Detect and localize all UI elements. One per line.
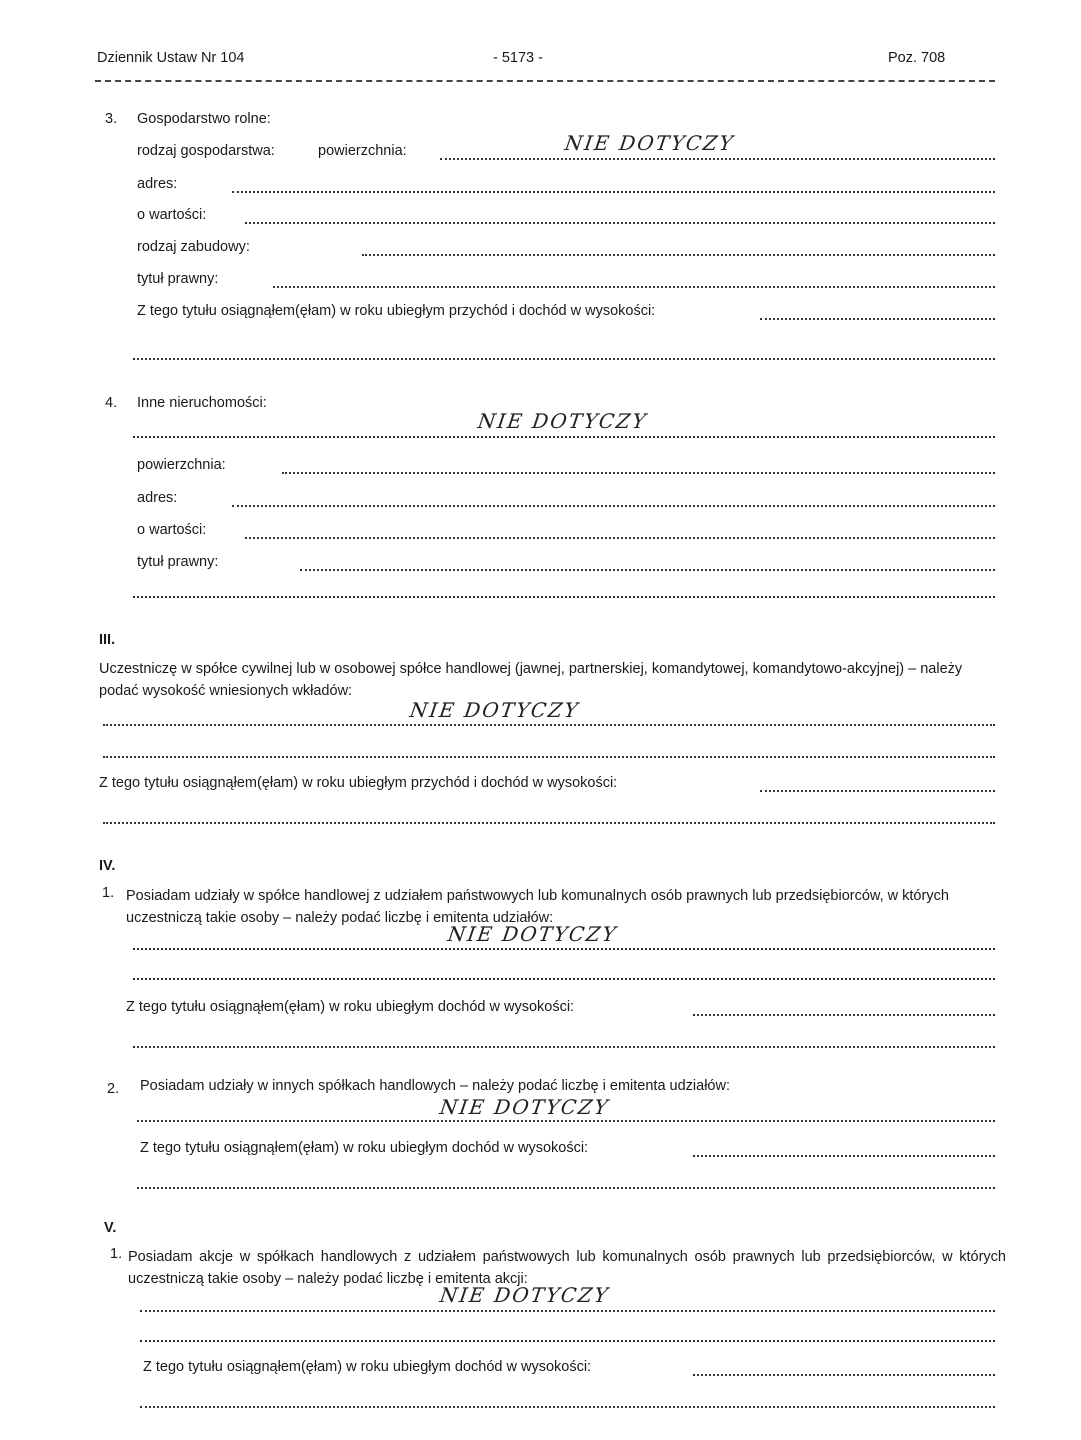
- section-iv-item1-field[interactable]: [133, 948, 995, 950]
- s4-value-field[interactable]: [245, 537, 995, 539]
- section-iii-heading: III.: [99, 632, 116, 648]
- section-iv-item2-income-field-cont[interactable]: [137, 1187, 995, 1189]
- section-iv-item1-handwritten-answer: NIE DOTYCZY: [446, 922, 620, 946]
- section-v-item1-number: 1.: [110, 1246, 123, 1262]
- section-iv-item2-field[interactable]: [137, 1120, 995, 1122]
- s4-description-field[interactable]: [133, 436, 995, 438]
- s4-area-label: powierzchnia:: [137, 457, 226, 473]
- section-iii-text: Uczestniczę w spółce cywilnej lub w osobowej spółce handlowej (jawnej, partnerskiej, komandytowej, komandytowo-akcyjnej) – należy podać wysokość wniesionych wkładów:: [99, 661, 963, 699]
- s4-address-field[interactable]: [232, 505, 995, 507]
- section-iv-item1-income-field[interactable]: [693, 1014, 995, 1016]
- section-iii-income-field-cont[interactable]: [103, 822, 995, 824]
- s3-income-field-cont[interactable]: [133, 358, 995, 360]
- s4-legal-title-field-cont[interactable]: [133, 596, 995, 598]
- section-iii-contributions-field-cont[interactable]: [103, 756, 995, 758]
- s3-handwritten-answer: NIE DOTYCZY: [563, 131, 737, 155]
- s3-legal-title-label: tytuł prawny:: [137, 271, 219, 287]
- section-iv-item2-handwritten-answer: NIE DOTYCZY: [438, 1095, 612, 1119]
- section-iv-item2-income-label: Z tego tytułu osiągnąłem(ęłam) w roku ubiegłym dochód w wysokości:: [140, 1140, 589, 1156]
- s3-value-field[interactable]: [245, 222, 995, 224]
- section-iv-heading: IV.: [99, 858, 116, 874]
- s4-legal-title-label: tytuł prawny:: [137, 554, 219, 570]
- position-number: Poz. 708: [888, 50, 946, 66]
- s3-farm-type-label: rodzaj gospodarstwa:: [137, 143, 275, 159]
- s3-buildings-label: rodzaj zabudowy:: [137, 239, 250, 255]
- s3-area-label: powierzchnia:: [318, 143, 407, 159]
- s3-buildings-field[interactable]: [362, 254, 995, 256]
- section-v-item1-field-cont[interactable]: [140, 1340, 995, 1342]
- section-iii-income-field[interactable]: [760, 790, 995, 792]
- s4-area-field[interactable]: [282, 472, 995, 474]
- s4-title: Inne nieruchomości:: [137, 395, 267, 411]
- s3-number: 3.: [105, 111, 118, 127]
- section-iv-item2-income-field[interactable]: [693, 1155, 995, 1157]
- section-v-item1-handwritten-answer: NIE DOTYCZY: [438, 1283, 612, 1307]
- section-v-item1-text: Posiadam akcje w spółkach handlowych z udziałem państwowych lub komunalnych osób prawnych lub przedsiębiorców, w których uczestniczą takie osoby – należy podać liczbę i emitenta akcji:: [128, 1249, 1006, 1287]
- s4-number: 4.: [105, 395, 118, 411]
- section-iv-item1-field-cont[interactable]: [133, 978, 995, 980]
- s3-address-label: adres:: [137, 176, 178, 192]
- s4-handwritten-answer: NIE DOTYCZY: [476, 409, 650, 433]
- s3-income-label: Z tego tytułu osiągnąłem(ęłam) w roku ubiegłym przychód i dochód w wysokości:: [137, 303, 656, 319]
- section-v-item1-income-field-cont[interactable]: [140, 1406, 995, 1408]
- s4-value-label: o wartości:: [137, 522, 207, 538]
- journal-title: Dziennik Ustaw Nr 104: [97, 50, 245, 66]
- s4-legal-title-field[interactable]: [300, 569, 995, 571]
- section-iv-item1-income-field-cont[interactable]: [133, 1046, 995, 1048]
- s3-title: Gospodarstwo rolne:: [137, 111, 271, 127]
- s3-value-label: o wartości:: [137, 207, 207, 223]
- section-iii-income-label: Z tego tytułu osiągnąłem(ęłam) w roku ubiegłym przychód i dochód w wysokości:: [99, 775, 618, 791]
- section-iii-handwritten-answer: NIE DOTYCZY: [408, 698, 582, 722]
- section-v-heading: V.: [104, 1220, 117, 1236]
- section-v-item1-income-label: Z tego tytułu osiągnąłem(ęłam) w roku ubiegłym dochód w wysokości:: [143, 1359, 592, 1375]
- s4-address-label: adres:: [137, 490, 178, 506]
- section-iv-item1-text: Posiadam udziały w spółce handlowej z udziałem państwowych lub komunalnych osób prawnych lub przedsiębiorców, w których uczestniczą takie osoby – należy podać liczbę i emitenta udziałów:: [126, 888, 949, 926]
- section-iv-item1-income-label: Z tego tytułu osiągnąłem(ęłam) w roku ubiegłym dochód w wysokości:: [126, 999, 575, 1015]
- section-v-item1-field[interactable]: [140, 1310, 995, 1312]
- section-iv-item2-number: 2.: [107, 1081, 120, 1097]
- header-rule: [95, 80, 995, 82]
- s3-income-field[interactable]: [760, 318, 995, 320]
- section-iii-contributions-field[interactable]: [103, 724, 995, 726]
- page-number: - 5173 -: [493, 50, 543, 66]
- section-iv-item2-text: Posiadam udziały w innych spółkach handlowych – należy podać liczbę i emitenta udziałów:: [140, 1078, 730, 1094]
- section-iv-item1-number: 1.: [102, 885, 115, 901]
- s3-area-field[interactable]: [440, 158, 995, 160]
- section-v-item1-income-field[interactable]: [693, 1374, 995, 1376]
- s3-address-field[interactable]: [232, 191, 995, 193]
- s3-legal-title-field[interactable]: [273, 286, 995, 288]
